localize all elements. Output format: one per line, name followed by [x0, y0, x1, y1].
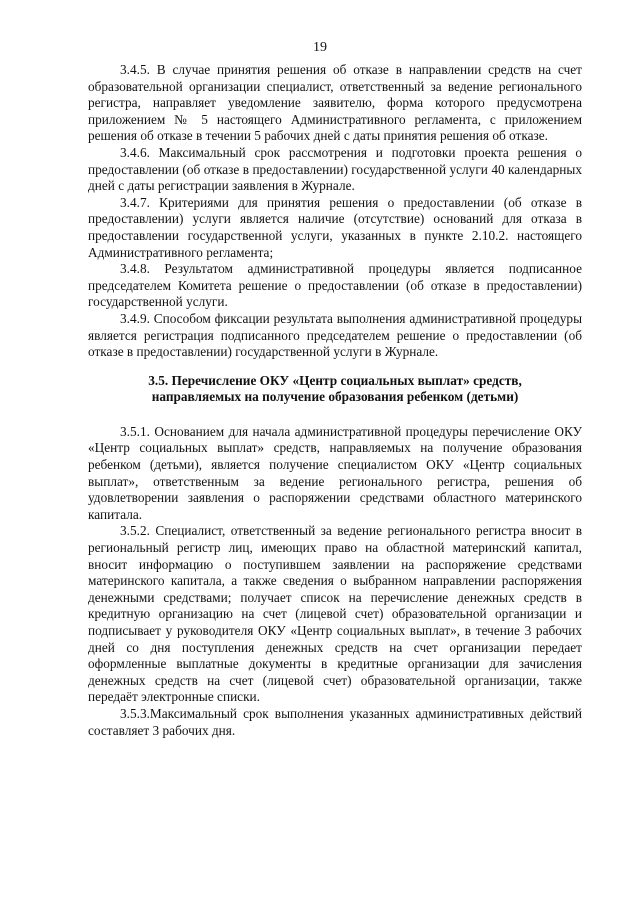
- spacer: [88, 406, 582, 424]
- paragraph-3-4-6: 3.4.6. Максимальный срок рассмотрения и подготовки проекта решения о предоставлении (об отказе в предоставлении) государственной услуги 40 календарных дней с даты регистрации заявления в Журнале.: [88, 144, 582, 194]
- section-heading-line-1: 3.5. Перечисление ОКУ «Центр социальных выплат» средств,: [148, 372, 522, 388]
- section-heading-line-2: направляемых на получение образования ребенком (детьми): [151, 389, 519, 405]
- paragraph-3-4-8: 3.4.8. Результатом административной процедуры является подписанное председателем Комитета решение о предоставлении (об отказе в предоставлении) государственной услуги.: [88, 261, 582, 310]
- section-heading-3-5: [88, 373, 582, 406]
- paragraph-3-4-7: 3.4.7. Критериями для принятия решения о предоставлении (об отказе в предоставлении) услуги является наличие (отсутствие) оснований для отказа в предоставлении государственной услуги, указанных в пункте 2.10.2. настоящего Административного регламента;: [88, 194, 582, 260]
- page-number: 19: [313, 40, 327, 55]
- paragraph-3-5-1: 3.5.1. Основанием для начала административной процедуры перечисление ОКУ «Центр социальных выплат» средств, направляемых на получение образования ребенком (детьми), является получение специалистом ОКУ «Центр социальных выплат», ответственным за ведение регионального регистра, решения об удовлетворении заявления о распоряжении средствами областного материнского капитала.: [88, 423, 582, 522]
- paragraph-3-4-9: 3.4.9. Способом фиксации результата выполнения административной процедуры является регистрация подписанного председателем решение о предоставлении (об отказе в предоставлении) государственной услуги в Журнале.: [88, 310, 582, 360]
- spacer: [88, 361, 582, 373]
- document-body: [88, 62, 582, 739]
- paragraph-3-5-2: 3.5.2. Специалист, ответственный за ведение регионального регистра вносит в региональный регистр лиц, имеющих право на областной материнский капитал, вносит информацию о поступившем заявлении на распоряжение средствами материнского капитала, а также сведения о выбранном направлении распоряжения денежными средствами; получает список на перечисление денежных средств в кредитную организацию на счет (лицевой счет) образовательной организации и подписывает у руководителя ОКУ «Центр социальных выплат», в течение 3 рабочих дней со дня поступления денежных средств на счет организации передает оформленные выплатные документы в кредитные организации для зачисления денежных средств на счет (лицевой счет) образовательной организации, также передаёт электронные списки.: [88, 523, 582, 705]
- paragraph-3-4-5: 3.4.5. В случае принятия решения об отказе в направлении средств на счет образовательной организации специалист, ответственный за ведение регионального регистра, направляет уведомление заявителю, форма которого предусмотрена приложением № 5 настоящего Административного регламента, с приложением решения об отказе в течении 5 рабочих дней с даты принятия решения об отказе.: [88, 62, 582, 144]
- paragraph-3-5-3: 3.5.3.Максимальный срок выполнения указанных административных действий составляет 3 рабочих дня.: [88, 705, 582, 738]
